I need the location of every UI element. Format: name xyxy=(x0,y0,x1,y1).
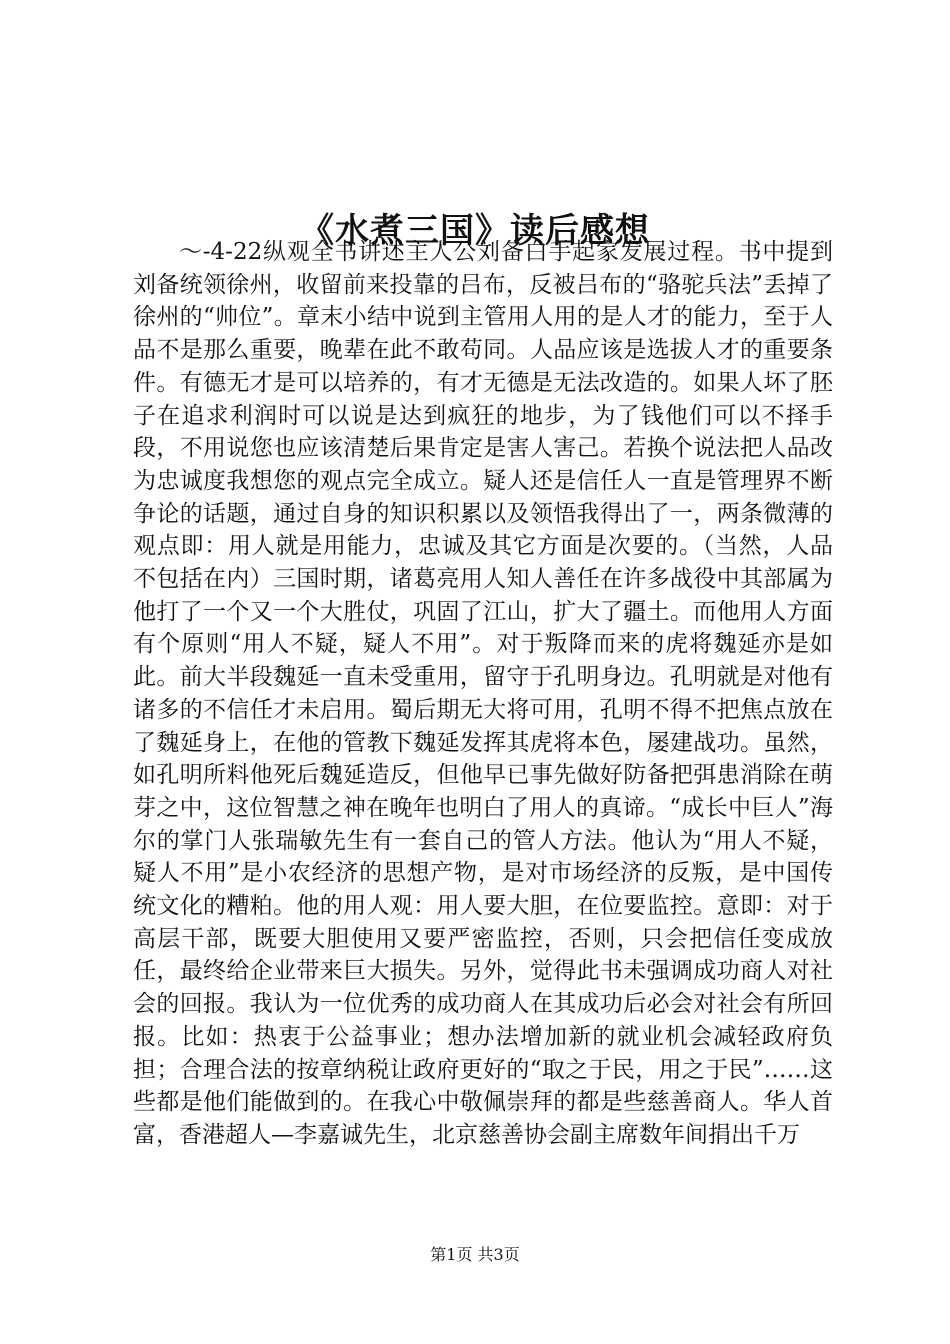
document-title: 《水煮三国》读后感想 xyxy=(300,210,650,251)
document-body-paragraph: ～-4-22纵观全书讲述主人公刘备白手起家发展过程。书中提到刘备统领徐州，收留前来投靠的吕布，反被吕布的“骆驼兵法”丢掉了徐州的“帅位”。章末小结中说到主管用人用的是人才的能力，至于人品不是那么重要，晚辈在此不敢苟同。人品应该是选拔人才的重要条件。有德无才是可以培养的，有才无德是无法改造的。如果人坏了胚子在追求利润时可以说是达到疯狂的地步，为了钱他们可以不择手段，不用说您也应该清楚后果肯定是害人害己。若换个说法把人品改为忠诚度我想您的观点完全成立。疑人还是信任人一直是管理界不断争论的话题，通过自身的知识积累以及领悟我得出了一，两条微薄的观点即：用人就是用能力，忠诚及其它方面是次要的。（当然，人品不包括在内）三国时期，诸葛亮用人知人善任在许多战役中其部属为他打了一个又一个大胜仗，巩固了江山，扩大了疆土。而他用人方面有个原则“用人不疑，疑人不用”。对于叛降而来的虎将魏延亦是如此。前大半段魏延一直未受重用，留守于孔明身边。孔明就是对他有诸多的不信任才未启用。蜀后期无大将可用，孔明不得不把焦点放在了魏延身上，在他的管教下魏延发挥其虎将本色，屡建战功。虽然，如孔明所料他死后魏延造反，但他早已事先做好防备把弭患消除在萌芽之中，这位智慧之神在晚年也明白了用人的真谛。“成长中巨人”海尔的掌门人张瑞敏先生有一套自己的管人方法。他认为“用人不疑，疑人不用”是小农经济的思想产物，是对市场经济的反叛，是中国传统文化的糟粕。他的用人观：用人要大胆，在位要监控。意即：对于高层干部，既要大胆使用又要严密监控，否则，只会把信任变成放任，最终给企业带来巨大损失。另外，觉得此书未强调成功商人对社会的回报。我认为一位优秀的成功商人在其成功后必会对社会有所回报。比如：热衷于公益事业；想办法增加新的就业机会减轻政府负担；合理合法的按章纳税让政府更好的“取之于民，用之于民”……这些都是他们能做到的。在我心中敬佩崇拜的都是些慈善商人。华人首富，香港超人—李嘉诚先生，北京慈善协会副主席数年间捐出千万 xyxy=(133,239,833,1148)
page-footer: 第1页 共3页 xyxy=(430,1245,520,1264)
